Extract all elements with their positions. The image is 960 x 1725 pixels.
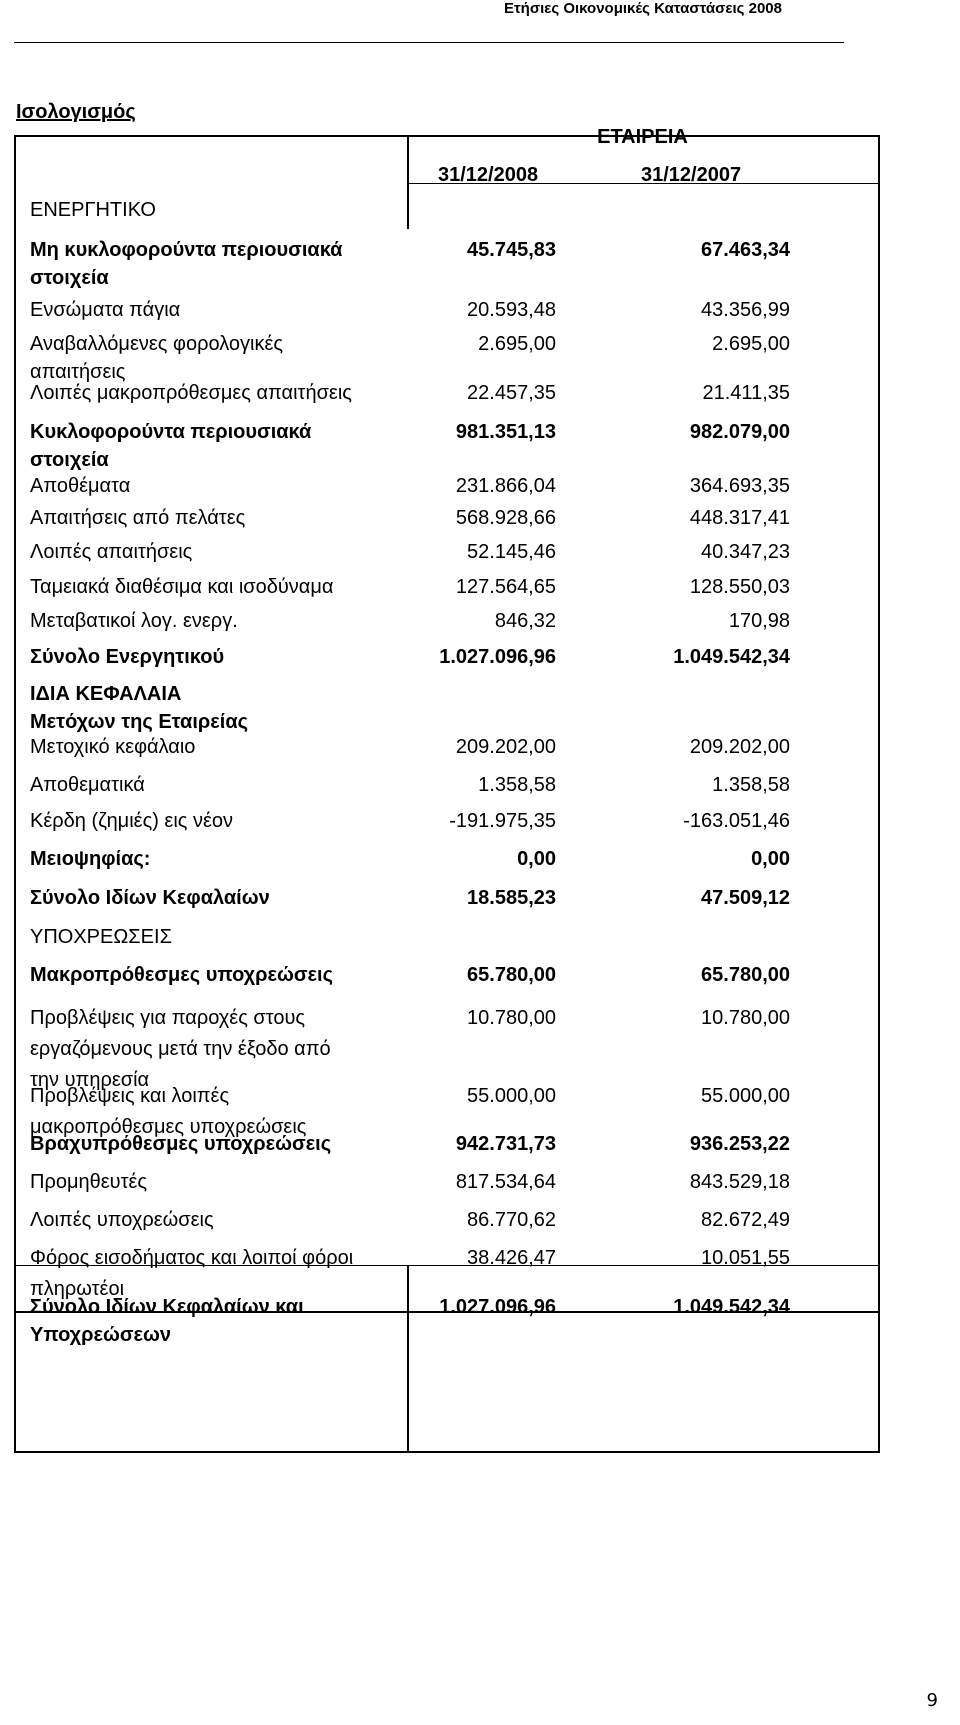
row-label bbox=[30, 1167, 147, 1198]
value-2007: 982.079,00 bbox=[689, 421, 790, 443]
row-label bbox=[30, 606, 238, 637]
value-2008: 55.000,00 bbox=[467, 1085, 556, 1107]
row-label bbox=[30, 572, 333, 603]
value-2008: 1.358,58 bbox=[478, 774, 556, 796]
value-2007: 448.317,41 bbox=[689, 507, 790, 529]
col-header-2007: 31/12/2007 bbox=[641, 164, 742, 186]
row-label bbox=[30, 378, 352, 409]
row-label-line: Προμηθευτές bbox=[30, 1171, 148, 1193]
row-label bbox=[30, 732, 195, 763]
row-label-line: μακροπρόθεσμες υποχρεώσεις bbox=[30, 1116, 307, 1138]
row-label-line: Αποθεματικά bbox=[30, 774, 145, 796]
row-label-line: ΥΠΟΧΡΕΩΣΕΙΣ bbox=[30, 926, 172, 948]
value-2008: 1.027.096,96 bbox=[439, 1296, 556, 1318]
row-label-line: ΙΔΙΑ ΚΕΦΑΛΑΙΑ bbox=[30, 683, 182, 705]
company-header: ΕΤΑΙΡΕΙΑ bbox=[597, 126, 688, 148]
value-2007: 128.550,03 bbox=[689, 576, 790, 598]
column-divider-left bbox=[407, 1265, 409, 1451]
row-label-line: Λοιπές υποχρεώσεις bbox=[30, 1209, 214, 1231]
value-2007: 364.693,35 bbox=[689, 475, 790, 497]
row-label bbox=[30, 537, 192, 568]
value-2007: 1.049.542,34 bbox=[673, 646, 790, 668]
value-2008: 10.780,00 bbox=[467, 1007, 556, 1029]
row-label-line: ΕΝΕΡΓΗΤΙΚΟ bbox=[30, 199, 156, 221]
row-label-line: Βραχυπρόθεσμες υποχρεώσεις bbox=[30, 1133, 332, 1155]
value-2007: 936.253,22 bbox=[689, 1133, 790, 1155]
row-label bbox=[30, 883, 270, 914]
running-header: Ετήσιες Οικονομικές Καταστάσεις 2008 bbox=[503, 0, 782, 17]
value-2008: 18.585,23 bbox=[467, 887, 556, 909]
value-2008: 1.027.096,96 bbox=[439, 646, 556, 668]
row-label-line: Μετοχικό κεφάλαιο bbox=[30, 736, 196, 758]
row-label-line: Ταμειακά διαθέσιμα και ισοδύναμα bbox=[30, 576, 334, 598]
row-label bbox=[30, 471, 130, 502]
value-2007: 21.411,35 bbox=[702, 382, 790, 404]
value-2008: 20.593,48 bbox=[467, 299, 556, 321]
value-2007: 0,00 bbox=[751, 848, 790, 870]
value-2007: 10.051,55 bbox=[701, 1247, 790, 1269]
row-label-line: πληρωτέοι bbox=[30, 1278, 125, 1300]
row-label-line: Σύνολο Ιδίων Κεφαλαίων bbox=[30, 887, 270, 909]
row-label-line: Αναβαλλόμενες φορολογικές bbox=[30, 333, 284, 355]
value-2007: 40.347,23 bbox=[701, 541, 790, 563]
row-label bbox=[30, 295, 180, 326]
row-label-line: απαιτήσεις bbox=[30, 361, 126, 383]
value-2007: 1.049.542,34 bbox=[673, 1296, 790, 1318]
value-2007: 209.202,00 bbox=[689, 736, 790, 758]
row-label bbox=[30, 680, 248, 736]
row-label bbox=[30, 418, 311, 474]
row-label-line: Σύνολο Ενεργητικού bbox=[30, 646, 225, 668]
row-label-line: στοιχεία bbox=[30, 449, 109, 471]
row-label bbox=[30, 195, 156, 226]
header-rule bbox=[14, 42, 844, 43]
row-label-line: στοιχεία bbox=[30, 267, 109, 289]
row-label-line: εργαζόμενους μετά την έξοδο από bbox=[30, 1038, 331, 1060]
row-label bbox=[30, 770, 145, 801]
value-2008: 817.534,64 bbox=[455, 1171, 556, 1193]
row-label bbox=[30, 806, 233, 837]
value-2007: 10.780,00 bbox=[701, 1007, 790, 1029]
value-2008: 231.866,04 bbox=[455, 475, 556, 497]
row-label bbox=[30, 844, 150, 875]
row-label-line: Φόρος εισοδήματος και λοιποί φόροι bbox=[30, 1247, 354, 1269]
row-label-line: Προβλέψεις και λοιπές bbox=[30, 1085, 230, 1107]
value-2007: 170,98 bbox=[728, 610, 790, 632]
row-label-line: Κυκλοφορούντα περιουσιακά bbox=[30, 421, 312, 443]
row-label bbox=[30, 642, 224, 673]
row-label-line: Μη κυκλοφορούντα περιουσιακά bbox=[30, 239, 343, 261]
page-number: 9 bbox=[926, 1690, 938, 1711]
value-2007: 55.000,00 bbox=[701, 1085, 790, 1107]
value-2007: 65.780,00 bbox=[701, 964, 790, 986]
value-2008: 127.564,65 bbox=[455, 576, 556, 598]
value-2007: 43.356,99 bbox=[701, 299, 790, 321]
value-2008: 568.928,66 bbox=[455, 507, 556, 529]
row-label-line: Λοιπές απαιτήσεις bbox=[30, 541, 193, 563]
value-2007: 47.509,12 bbox=[701, 887, 790, 909]
col-header-2008: 31/12/2008 bbox=[438, 164, 539, 186]
row-label-line: Υποχρεώσεων bbox=[30, 1324, 172, 1346]
value-2008: 86.770,62 bbox=[467, 1209, 556, 1231]
value-2007: 67.463,34 bbox=[701, 239, 790, 261]
row-label-line: Μειοψηφίας: bbox=[30, 848, 151, 870]
row-label bbox=[30, 1129, 331, 1160]
value-2007: 82.672,49 bbox=[701, 1209, 790, 1231]
value-2008: 2.695,00 bbox=[478, 333, 556, 355]
row-label-line: Μετόχων της Εταιρείας bbox=[30, 711, 249, 733]
value-2008: 846,32 bbox=[494, 610, 556, 632]
row-label bbox=[30, 922, 172, 953]
value-2007: 2.695,00 bbox=[712, 333, 790, 355]
value-2008: 0,00 bbox=[517, 848, 556, 870]
value-2008: -191.975,35 bbox=[449, 810, 556, 832]
row-label bbox=[30, 1293, 304, 1349]
row-label bbox=[30, 236, 342, 292]
value-2008: 65.780,00 bbox=[467, 964, 556, 986]
row-label-line: Σύνολο Ιδίων Κεφαλαίων και bbox=[30, 1296, 304, 1318]
value-2008: 209.202,00 bbox=[455, 736, 556, 758]
value-2008: 942.731,73 bbox=[455, 1133, 556, 1155]
row-label-line: την υπηρεσία bbox=[30, 1069, 150, 1091]
row-label bbox=[30, 1205, 214, 1236]
row-label-line: Μεταβατικοί λογ. ενεργ. bbox=[30, 610, 238, 632]
value-2007: -163.051,46 bbox=[683, 810, 790, 832]
row-label-line: Μακροπρόθεσμες υποχρεώσεις bbox=[30, 964, 334, 986]
row-label-line: Προβλέψεις για παροχές στους bbox=[30, 1007, 306, 1029]
value-2008: 38.426,47 bbox=[467, 1247, 556, 1269]
row-label-line: Κέρδη (ζημιές) εις νέον bbox=[30, 810, 234, 832]
row-label-line: Αποθέματα bbox=[30, 475, 131, 497]
balance-sheet-table bbox=[14, 126, 880, 1453]
value-2008: 45.745,83 bbox=[467, 239, 556, 261]
value-2007: 1.358,58 bbox=[712, 774, 790, 796]
row-label-line: Λοιπές μακροπρόθεσμες απαιτήσεις bbox=[30, 382, 352, 404]
row-label-line: Ενσώματα πάγια bbox=[30, 299, 181, 321]
page-title: Ισολογισμός bbox=[16, 101, 136, 123]
value-2007: 843.529,18 bbox=[689, 1171, 790, 1193]
row-label bbox=[30, 503, 245, 534]
row-label-line: Απαιτήσεις από πελάτες bbox=[30, 507, 246, 529]
value-2008: 981.351,13 bbox=[455, 421, 556, 443]
value-2008: 22.457,35 bbox=[467, 382, 556, 404]
row-label bbox=[30, 960, 333, 991]
value-2008: 52.145,46 bbox=[467, 541, 556, 563]
